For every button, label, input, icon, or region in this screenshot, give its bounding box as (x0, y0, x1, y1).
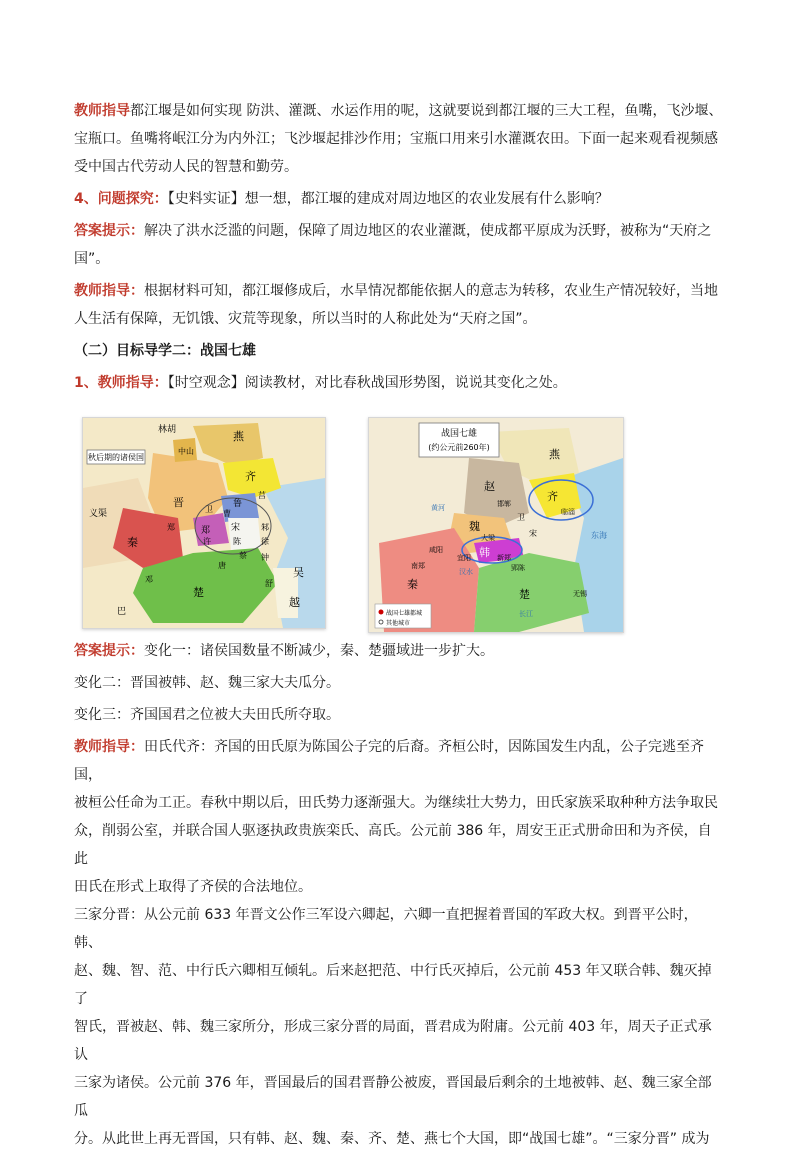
document-page (74, 97, 724, 1153)
svg-text:黄河: 黄河 (431, 504, 445, 512)
svg-text:吴: 吴 (293, 566, 304, 579)
label-teacher-guide: 教师指导 (74, 103, 130, 119)
paragraph-answer-1: 答案提示：解决了洪水泛滥的问题，保障了周边地区的农业灌溉，使成都平原成为沃野，被称为“天府之 (74, 223, 712, 239)
svg-text:邯郸: 邯郸 (497, 500, 511, 508)
paragraph-line: 被桓公任命为工正。春秋中期以后，田氏势力逐渐强大。为继续壮大势力，田氏家族采取种种方法争取民 (74, 795, 718, 811)
svg-text:邾: 邾 (261, 523, 269, 532)
svg-text:徐: 徐 (261, 537, 269, 546)
svg-text:其他城市: 其他城市 (386, 620, 411, 627)
paragraph-teacher-guide-4: 教师指导：田氏代齐：齐国的田氏原为陈国公子完的后裔。齐桓公时，因陈国发生内乱，公子完逃至齐国， (74, 739, 704, 783)
svg-text:燕: 燕 (549, 448, 560, 461)
svg-text:齐: 齐 (245, 470, 256, 483)
svg-text:新郑: 新郑 (497, 554, 511, 562)
svg-text:宋: 宋 (529, 529, 537, 538)
paragraph-answer-2: 答案提示：变化一：诸侯国数量不断减少，秦、楚疆域进一步扩大。 (74, 643, 494, 659)
svg-text:卫: 卫 (517, 513, 525, 522)
warring-states-map (368, 417, 624, 633)
map-subtitle: (约公元前260年) (428, 443, 490, 452)
paragraph-line: 受中国古代劳动人民的智慧和勤劳。 (74, 159, 298, 175)
label-teacher-guide: 教师指导： (74, 739, 144, 755)
svg-text:义渠: 义渠 (89, 509, 108, 519)
svg-text:宜阳: 宜阳 (457, 554, 471, 562)
svg-text:楚: 楚 (193, 586, 204, 599)
svg-text:鲁: 鲁 (233, 499, 243, 509)
svg-text:蔡: 蔡 (239, 551, 247, 560)
svg-text:咸阳: 咸阳 (429, 546, 443, 554)
svg-text:齐: 齐 (547, 490, 558, 503)
section-heading: （二）目标导学二：战国七雄 (74, 343, 256, 359)
svg-text:钟: 钟 (261, 553, 269, 562)
label-teacher-guide: 1、教师指导： (74, 375, 168, 391)
label-teacher-guide: 教师指导： (74, 283, 144, 299)
paragraph-line: 人生活有保障，无饥饿、灾荒等现象，所以当时的人称此处为“天府之国”。 (74, 311, 537, 327)
paragraph-teacher-guide-3: 1、教师指导：【时空观念】阅读教材，对比春秋战国形势图，说说其变化之处。 (74, 375, 567, 391)
capital-marker-icon (379, 610, 384, 615)
svg-text:郢陈: 郢陈 (511, 564, 525, 572)
svg-text:韩: 韩 (479, 546, 490, 559)
paragraph-three-families: 三家分晋：从公元前 633 年晋文公作三军设六卿起，六卿一直把握着晋国的军政大权。到晋平公时，韩、 (74, 907, 698, 951)
paragraph-line: 赵、魏、智、范、中行氏六卿相互倾轧。后来赵把范、中行氏灭掉后，公元前 453 年又联合韩、魏灭掉了 (74, 963, 712, 1007)
paragraph-line: 智氏，晋被赵、韩、魏三家所分，形成三家分晋的局面，晋君成为附庸。公元前 403 年，周天子正式承认 (74, 1019, 712, 1063)
paragraph-line: 宝瓶口。鱼嘴将岷江分为内外江；飞沙堰起排沙作用；宝瓶口用来引水灌溉农田。下面一起来观看视频感 (74, 131, 718, 147)
svg-text:南郑: 南郑 (411, 562, 425, 570)
svg-text:陈: 陈 (233, 537, 241, 546)
svg-text:曹: 曹 (223, 509, 231, 518)
svg-text:秦: 秦 (127, 536, 138, 549)
svg-text:莒: 莒 (258, 491, 266, 500)
svg-text:赵: 赵 (484, 480, 495, 493)
svg-text:燕: 燕 (233, 430, 244, 443)
svg-text:秦: 秦 (407, 578, 418, 591)
svg-text:魏: 魏 (469, 520, 480, 533)
paragraph-teacher-guide-2: 教师指导：根据材料可知，都江堰修成后，水旱情况都能依据人的意志为转移，农业生产情况较好，当地 (74, 283, 718, 299)
map-title: 秋后期的诸侯国 (88, 453, 144, 462)
svg-text:汉水: 汉水 (459, 568, 473, 576)
svg-text:唐: 唐 (218, 561, 226, 570)
map-title: 战国七雄 (440, 429, 478, 439)
svg-text:中山: 中山 (178, 447, 194, 456)
paragraph-change-2: 变化二：晋国被韩、赵、魏三家大夫瓜分。 (74, 675, 340, 691)
paragraph-teacher-guide-1: 教师指导都江堰是如何实现 防洪、灌溉、水运作用的呢，这就要说到都江堰的三大工程，鱼嘴，飞沙堰、 (74, 103, 723, 119)
label-answer: 答案提示： (74, 643, 144, 659)
paragraph-question: 4、问题探究：【史料实证】想一想，都江堰的建成对周边地区的农业发展有什么影响？ (74, 191, 609, 207)
svg-text:林胡: 林胡 (158, 425, 177, 435)
svg-text:长江: 长江 (519, 610, 533, 618)
svg-text:临淄: 临淄 (561, 508, 575, 516)
paragraph-line: 田氏在形式上取得了齐侯的合法地位。 (74, 879, 312, 895)
paragraph-line: 众，削弱公室，并联合国人驱逐执政贵族栾氏、高氏。公元前 386 年，周安王正式册命田和为齐侯，自此 (74, 823, 712, 867)
paragraph-change-3: 变化三：齐国国君之位被大夫田氏所夺取。 (74, 707, 340, 723)
svg-text:许: 许 (203, 537, 211, 546)
svg-text:晋: 晋 (173, 496, 184, 509)
svg-text:无锡: 无锡 (573, 590, 587, 598)
svg-text:楚: 楚 (519, 588, 530, 601)
paragraph-line: 分。从此世上再无晋国，只有韩、赵、魏、秦、齐、楚、燕七个大国，即“战国七雄”。“三家分晋” 成为 (74, 1131, 710, 1147)
svg-text:东海: 东海 (591, 531, 607, 540)
svg-text:宋: 宋 (231, 523, 241, 533)
svg-text:邓: 邓 (145, 575, 153, 584)
svg-text:郑: 郑 (167, 523, 175, 532)
label-answer: 答案提示： (74, 223, 144, 239)
spring-autumn-map (82, 417, 326, 629)
svg-text:巴: 巴 (117, 607, 127, 617)
svg-text:舒: 舒 (265, 579, 273, 588)
svg-text:战国七雄都城: 战国七雄都城 (386, 610, 423, 617)
label-question: 4、问题探究： (74, 191, 168, 207)
paragraph-line: 三家为诸侯。公元前 376 年，晋国最后的国君晋静公被废，晋国最后剩余的土地被韩、赵、魏三家全部瓜 (74, 1075, 712, 1119)
svg-text:大梁: 大梁 (481, 534, 495, 542)
paragraph-line: 国”。 (74, 251, 110, 267)
svg-text:越: 越 (289, 596, 300, 609)
svg-text:郑: 郑 (201, 526, 211, 536)
maps-row (74, 403, 724, 635)
svg-text:卫: 卫 (205, 505, 213, 514)
